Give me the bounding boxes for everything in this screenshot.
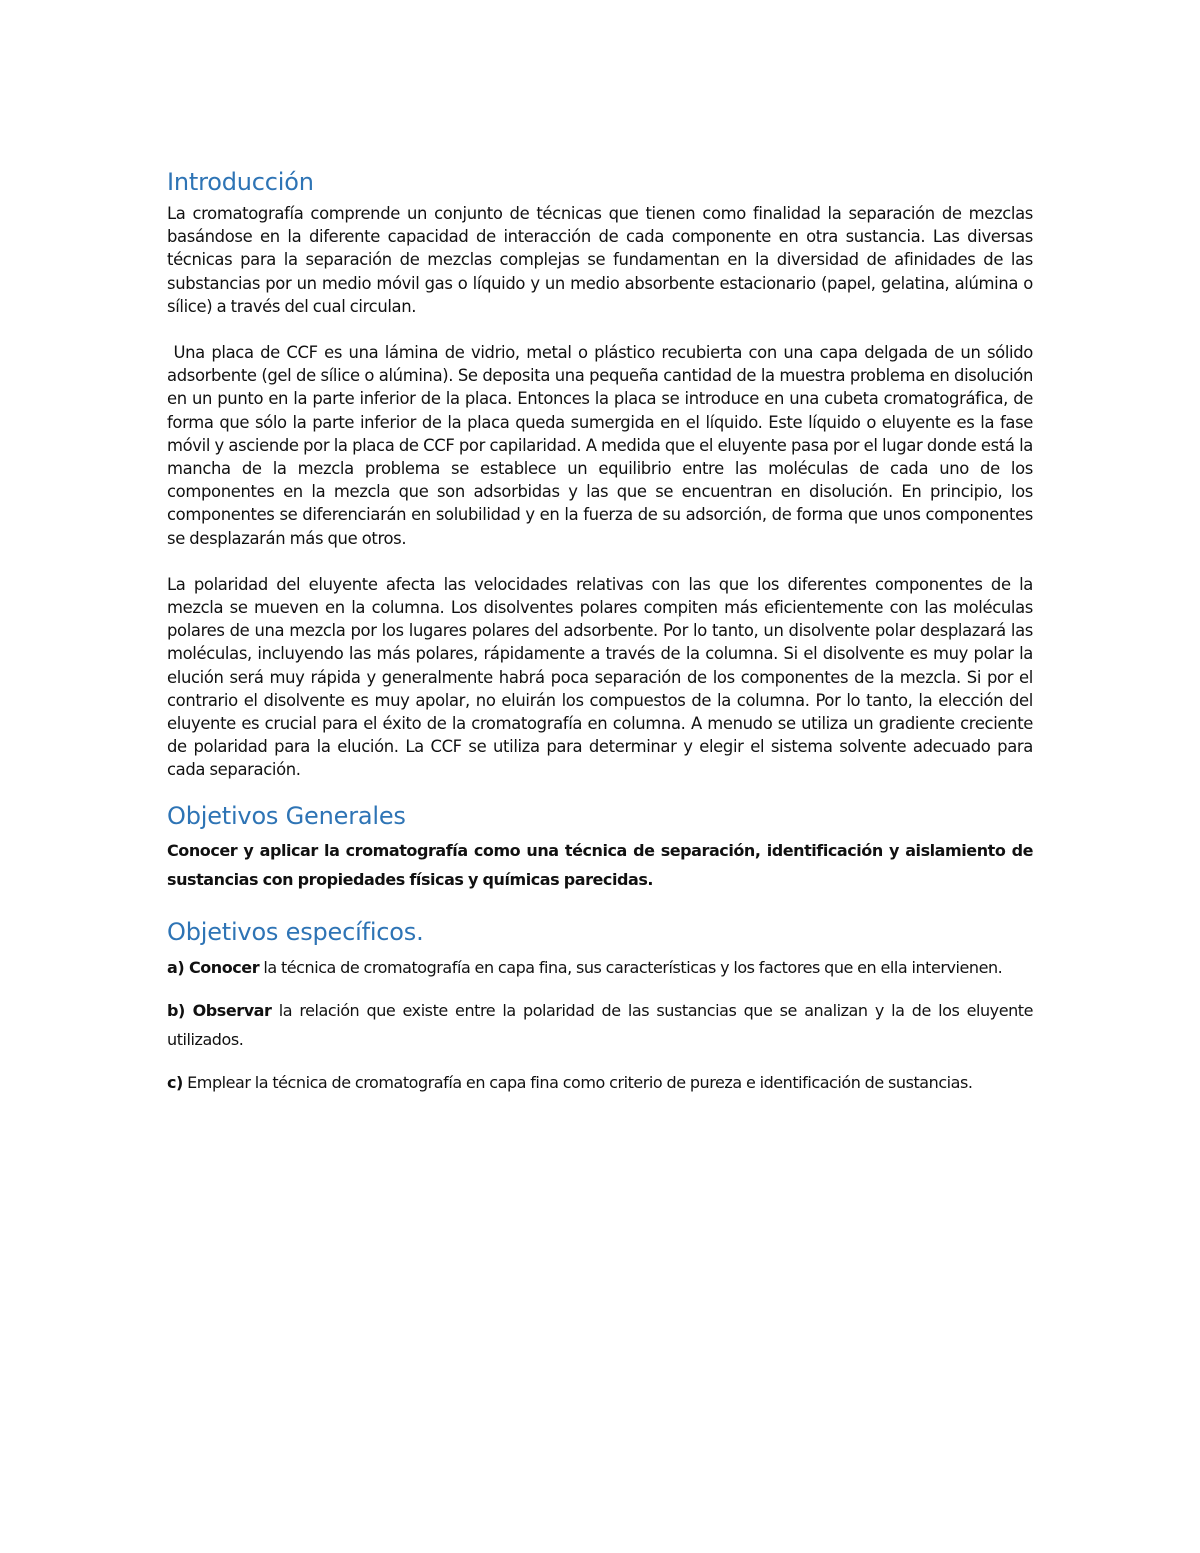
item-marker: b) [167,1001,185,1021]
objetivos-especificos-list [167,954,1033,1098]
objetivos-generales-body [167,836,1033,894]
intro-paragraph-3: La polaridad del eluyente afecta las velocidades relativas con las que los diferentes componentes de la mezcla se mueven en la columna. Los disolventes polares compiten más eficientemente con las moléculas polares de una mezcla por los lugares polares del adsorbente. Por lo tanto, un disolvente polar desplazará las moléculas, incluyendo las más polares, rápidamente a través de la columna. Si el disolvente es muy polar la elución será muy rápida y generalmente habrá poca separación de los componentes de la mezcla. Si por el contrario el disolvente es muy apolar, no eluirán los compuestos de la columna. Por lo tanto, la elección del eluyente es crucial para el éxito de la cromatografía en columna. A menudo se utiliza un gradiente creciente de polaridad para la elución. La CCF se utiliza para determinar y elegir el sistema solvente adecuado para cada separación. [167,574,1033,780]
item-text: la relación que existe entre la polaridad de las sustancias que se analizan y la de los eluyente utilizados. [167,1001,1033,1049]
objetivo-especifico-b [167,997,1033,1054]
heading-objetivos-especificos: Objetivos específicos. [167,917,424,946]
document-page [167,166,1038,1098]
item-lead: Observar [184,1001,272,1021]
item-lead: Conocer [184,957,260,977]
item-text: la técnica de cromatografía en capa fina, sus características y los factores que en ella intervienen. [259,957,1003,977]
introduccion-body [167,202,1038,782]
item-text: Emplear la técnica de cromatografía en capa fina como criterio de pureza e identificación de sustancias. [182,1073,973,1093]
intro-paragraph-2: Una placa de CCF es una lámina de vidrio, metal o plástico recubierta con una capa delgada de un sólido adsorbente (gel de sílice o alúmina). Se deposita una pequeña cantidad de la muestra problema en disolución en un punto en la parte inferior de la placa. Entonces la placa se introduce en una cubeta cromatográfica, de forma que sólo la parte inferior de la placa queda sumergida en el líquido. Este líquido o eluyente es la fase móvil y asciende por la placa de CCF por capilaridad. A medida que el eluyente pasa por el lugar donde está la mancha de la mezcla problema se establece un equilibrio entre las moléculas de cada uno de los componentes en la mezcla que son adsorbidas y las que se encuentran en disolución. En principio, los componentes se diferenciarán en solubilidad y en la fuerza de su adsorción, de forma que unos componentes se desplazarán más que otros. [167,343,1038,548]
intro-paragraph-1: La cromatografía comprende un conjunto de técnicas que tienen como finalidad la separación de mezclas basándose en la diferente capacidad de interacción de cada componente en otra sustancia. Las diversas técnicas para la separación de mezclas complejas se fundamentan en la diversidad de afinidades de las substancias por un medio móvil gas o líquido y un medio absorbente estacionario (papel, gelatina, alúmina o sílice) a través del cual circulan. [167,204,1033,316]
objetivo-especifico-c [167,1069,1033,1098]
objetivo-especifico-a [167,954,1033,983]
objetivo-general-text: Conocer y aplicar la cromatografía como una técnica de separación, identificación y aislamiento de sustancias con propiedades físicas y químicas parecidas. [167,840,1033,889]
item-marker: a) [167,957,185,977]
heading-introduccion: Introducción [167,168,314,196]
item-marker: c) [167,1073,183,1093]
heading-objetivos-generales: Objetivos Generales [167,801,406,830]
